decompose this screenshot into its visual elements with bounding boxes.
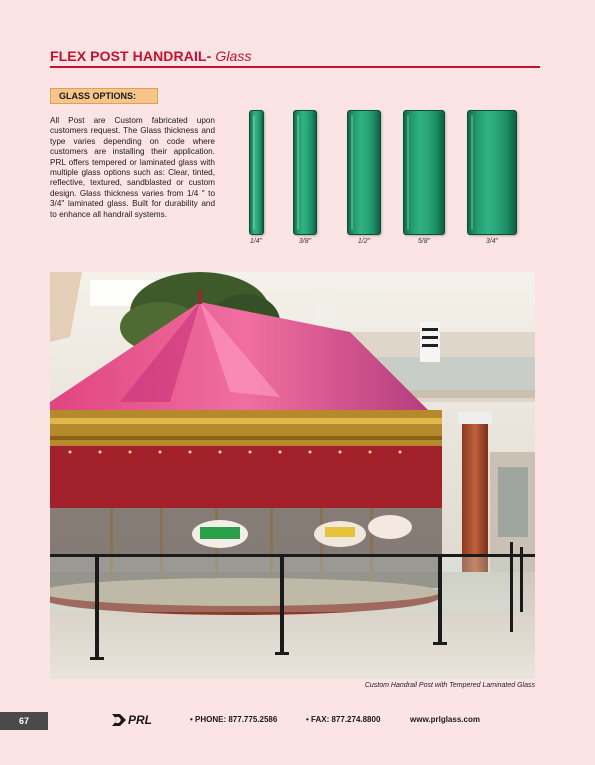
carousel-illustration <box>50 272 535 679</box>
prl-logo <box>112 713 152 727</box>
thickness-label: 3/8" <box>298 238 312 245</box>
page-title-main: FLEX POST HANDRAIL- <box>50 48 212 64</box>
title-divider <box>50 66 540 68</box>
glass-sample-five-eighths <box>403 110 445 235</box>
page-title-subtitle: Glass <box>215 48 252 64</box>
glass-options-description: All Post are Custom fabricated upon customers request. The Glass thickness and type varies depending on code where customers are installing their application. PRL offers tempered or laminated glass with multiple glass options such as: Clear, tinted, reflective, textured, sandblasted or custom design. Glass thickness varies from 1/4 " to 3/4" laminated glass. Built for durability and to enhance all handrail systems. <box>50 116 215 219</box>
carousel-photo <box>50 272 535 679</box>
prl-logo-text: PRL <box>128 713 152 727</box>
glass-sample-three-eighths <box>293 110 317 235</box>
glass-sample-half <box>347 110 381 235</box>
glass-options-badge: GLASS OPTIONS: <box>50 88 158 104</box>
page-number: 67 <box>0 712 48 730</box>
website-link[interactable]: www.prlglass.com <box>410 715 480 724</box>
thickness-label: 5/8" <box>417 238 431 245</box>
phone-number: • PHONE: 877.775.2586 <box>190 715 278 724</box>
page-title <box>50 48 252 64</box>
thickness-label: 1/2" <box>357 238 371 245</box>
thickness-label: 1/4" <box>249 238 263 245</box>
glass-sample-three-quarter <box>467 110 517 235</box>
glass-sample-quarter <box>249 110 264 235</box>
photo-caption: Custom Handrail Post with Tempered Laminated Glass <box>364 682 535 689</box>
fax-number: • FAX: 877.274.8800 <box>306 715 381 724</box>
prl-logo-icon <box>112 714 126 726</box>
thickness-label: 3/4" <box>485 238 499 245</box>
